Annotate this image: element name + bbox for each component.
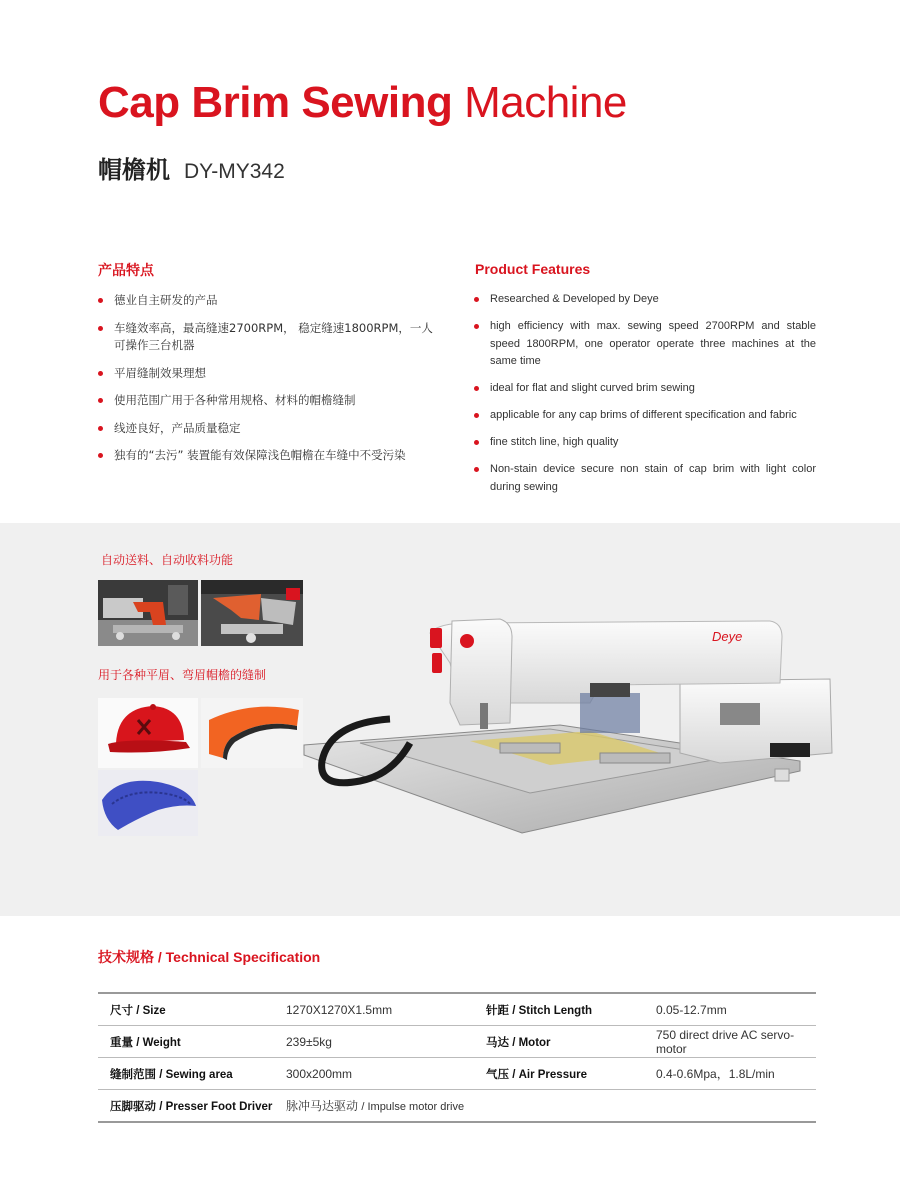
feature-en-item: Researched & Developed by Deye: [474, 291, 816, 309]
features-zh-list: [98, 292, 443, 475]
table-row: [98, 1026, 816, 1058]
features-zh-heading: 产品特点: [98, 263, 154, 279]
feature-zh-item: 独有的“去污” 装置能有效保障浅色帽檐在车缝中不受污染: [98, 447, 443, 465]
spec-value: 0.05-12.7mm: [656, 993, 816, 1026]
table-row: [98, 1090, 816, 1123]
spec-value: 0.4-0.6Mpa，1.8L/min: [656, 1058, 816, 1090]
features-en-heading: Product Features: [475, 261, 591, 277]
feature-zh-item: 平眉缝制效果理想: [98, 365, 443, 383]
spec-value: 239±5kg: [286, 1026, 486, 1058]
spec-label: 重量 / Weight: [98, 1026, 286, 1058]
spec-heading-en: / Technical Specification: [157, 949, 321, 965]
feature-zh-item: 德业自主研发的产品: [98, 292, 443, 310]
feature-en-item: applicable for any cap brims of different specification and fabric: [474, 407, 816, 425]
product-title: [98, 78, 627, 128]
feature-zh-item: 车缝效率高，最高缝速2700RPM， 稳定缝速1800RPM，一人可操作三台机器: [98, 320, 443, 355]
product-subtitle: [98, 150, 285, 185]
product-showcase: [0, 523, 900, 916]
features-en-list: [474, 291, 816, 506]
auto-feed-photo-1: [98, 580, 198, 646]
model-number: DY-MY342: [184, 160, 285, 183]
table-row: [98, 1058, 816, 1090]
sewing-machine-photo: [300, 593, 840, 843]
feature-en-item: fine stitch line, high quality: [474, 434, 816, 452]
caption-brim-types: 用于各种平眉、弯眉帽檐的缝制: [98, 668, 267, 682]
feature-en-item: Non-stain device secure non stain of cap brim with light color during sewing: [474, 461, 816, 496]
title-regular: Machine: [464, 78, 627, 127]
red-cap-photo: [98, 698, 198, 768]
spec-label: 马达 / Motor: [486, 1026, 656, 1058]
feature-en-item: high efficiency with max. sewing speed 2700RPM and stable speed 1800RPM, one operator operate three machines at the same time: [474, 318, 816, 371]
spec-value: 300x200mm: [286, 1058, 486, 1090]
feature-en-item: ideal for flat and slight curved brim sewing: [474, 380, 816, 398]
blue-brim-photo: [98, 770, 198, 836]
table-row: [98, 993, 816, 1026]
spec-label: 缝制范围 / Sewing area: [98, 1058, 286, 1090]
spec-label: 尺寸 / Size: [98, 993, 286, 1026]
title-bold: Cap Brim Sewing: [98, 78, 453, 127]
spec-label: 气压 / Air Pressure: [486, 1058, 656, 1090]
feature-zh-item: 线迹良好，产品质量稳定: [98, 420, 443, 438]
spec-label: 针距 / Stitch Length: [486, 993, 656, 1026]
spec-value: 750 direct drive AC servo-motor: [656, 1026, 816, 1058]
auto-feed-photo-2: [201, 580, 303, 646]
spec-heading: [98, 947, 320, 967]
machine-brand-label: Deye: [712, 629, 743, 644]
spec-value: 1270X1270X1.5mm: [286, 993, 486, 1026]
spec-label: 压脚驱动 / Presser Foot Driver: [98, 1090, 286, 1123]
spec-table: [98, 992, 816, 1123]
orange-brim-photo: [201, 698, 303, 768]
feature-zh-item: 使用范围广用于各种常用规格、材料的帽檐缝制: [98, 392, 443, 410]
spec-heading-zh: 技术规格: [98, 950, 154, 966]
subtitle-chinese: 帽檐机: [98, 156, 170, 184]
spec-value: 脉冲马达驱动 / Impulse motor drive: [286, 1090, 816, 1123]
caption-auto-feed: 自动送料、自动收料功能: [101, 553, 234, 567]
